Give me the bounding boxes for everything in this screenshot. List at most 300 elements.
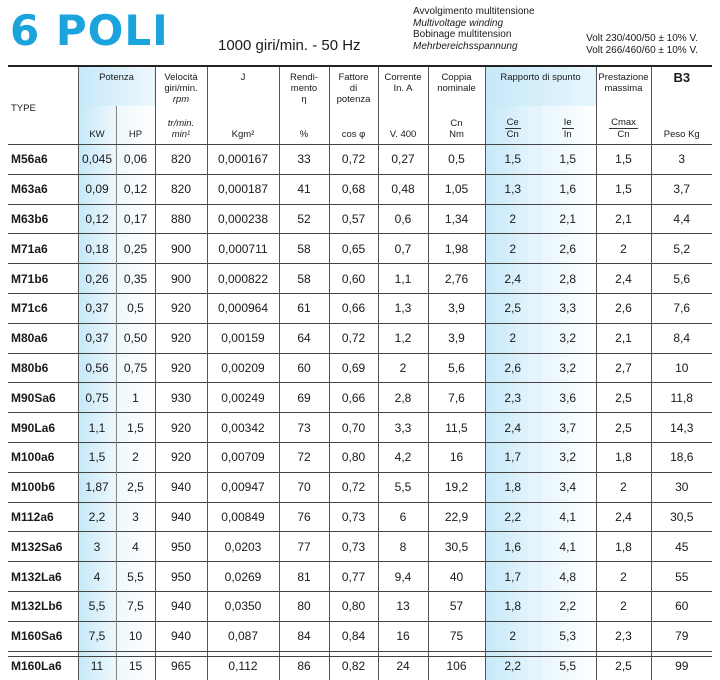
cell-j: 0,00342: [207, 413, 279, 443]
cell-velocita: 940: [155, 472, 207, 502]
cell-cmax-cn: 2,1: [596, 323, 651, 353]
cell-hp: 0,50: [116, 323, 155, 353]
cell-hp: 2,5: [116, 472, 155, 502]
cell-velocita: 920: [155, 413, 207, 443]
table-row: [8, 174, 712, 204]
cell-fattore: 0,66: [329, 383, 378, 413]
cell-type: M100a6: [8, 442, 78, 472]
cell-rendimento: 86: [279, 651, 329, 680]
table-row: [8, 145, 712, 175]
cell-kw: 0,37: [78, 323, 116, 353]
cell-velocita: 940: [155, 591, 207, 621]
cell-coppia: 16: [428, 442, 485, 472]
cell-corrente: 0,27: [378, 145, 428, 175]
cell-fattore: 0,72: [329, 323, 378, 353]
cell-cmax-cn: 2,5: [596, 651, 651, 680]
cell-kw: 2,2: [78, 502, 116, 532]
cell-ce-cn: 2,4: [485, 413, 540, 443]
fatt-3: potenza: [330, 94, 378, 105]
cell-type: M132La6: [8, 562, 78, 592]
cell-cmax-cn: 2,7: [596, 353, 651, 383]
velocita-5: min¹: [156, 129, 207, 140]
bottom-rule: [8, 656, 712, 657]
cell-corrente: 5,5: [378, 472, 428, 502]
cell-hp: 1: [116, 383, 155, 413]
col-cmax-cn: [596, 106, 651, 145]
table-row: [8, 591, 712, 621]
coppia-1: Coppia: [429, 72, 485, 83]
cell-fattore: 0,72: [329, 472, 378, 502]
cell-fattore: 0,69: [329, 353, 378, 383]
col-rend-unit: %: [279, 106, 329, 145]
cell-kw: 3: [78, 532, 116, 562]
cell-coppia: 7,6: [428, 383, 485, 413]
cell-fattore: 0,68: [329, 174, 378, 204]
cell-cmax-cn: 2: [596, 234, 651, 264]
in-label: In: [562, 129, 574, 140]
velocita-3: rpm: [156, 94, 207, 105]
cell-cmax-cn: 1,8: [596, 442, 651, 472]
cell-type: M56a6: [8, 145, 78, 175]
cell-ce-cn: 2,5: [485, 293, 540, 323]
col-potenza: Potenza: [78, 67, 155, 106]
cell-j: 0,00159: [207, 323, 279, 353]
table-row: [8, 621, 712, 651]
cell-rendimento: 41: [279, 174, 329, 204]
cell-rendimento: 58: [279, 234, 329, 264]
table-row: [8, 502, 712, 532]
cell-ie-in: 5,5: [540, 651, 596, 680]
col-peso: Peso Kg: [651, 106, 712, 145]
col-coppia-units: [428, 106, 485, 145]
col-velocita: [155, 67, 207, 106]
cell-j: 0,00709: [207, 442, 279, 472]
cell-coppia: 1,34: [428, 204, 485, 234]
cmax-cn-fraction: [609, 117, 638, 140]
cell-type: M71b6: [8, 264, 78, 294]
table-row: [8, 323, 712, 353]
cmax-label: Cmax: [609, 117, 638, 129]
table-row: [8, 293, 712, 323]
cell-velocita: 965: [155, 651, 207, 680]
cell-coppia: 1,98: [428, 234, 485, 264]
cell-coppia: 30,5: [428, 532, 485, 562]
coppia-unit: Nm: [429, 129, 485, 140]
cell-j: 0,087: [207, 621, 279, 651]
cell-velocita: 950: [155, 532, 207, 562]
cell-ie-in: 4,1: [540, 532, 596, 562]
cell-corrente: 2: [378, 353, 428, 383]
col-coppia: [428, 67, 485, 106]
cell-peso: 5,6: [651, 264, 712, 294]
cell-ie-in: 3,4: [540, 472, 596, 502]
cell-hp: 0,17: [116, 204, 155, 234]
cell-peso: 3: [651, 145, 712, 175]
cell-coppia: 22,9: [428, 502, 485, 532]
cell-coppia: 19,2: [428, 472, 485, 502]
rend-3: η: [280, 94, 329, 105]
corr-2: In. A: [379, 83, 428, 94]
cell-rendimento: 33: [279, 145, 329, 175]
fatt-1: Fattore: [330, 72, 378, 83]
col-prestazione: [596, 67, 651, 106]
col-corrente: [378, 67, 428, 106]
cell-kw: 0,75: [78, 383, 116, 413]
cell-cmax-cn: 2,5: [596, 413, 651, 443]
cell-cmax-cn: 2,4: [596, 502, 651, 532]
cell-peso: 14,3: [651, 413, 712, 443]
cell-ie-in: 3,6: [540, 383, 596, 413]
cell-peso: 5,2: [651, 234, 712, 264]
cell-type: M90La6: [8, 413, 78, 443]
cell-kw: 0,26: [78, 264, 116, 294]
table-row: [8, 353, 712, 383]
cell-fattore: 0,73: [329, 502, 378, 532]
cell-hp: 0,06: [116, 145, 155, 175]
cell-cmax-cn: 2,4: [596, 264, 651, 294]
cell-rendimento: 61: [279, 293, 329, 323]
table-row: [8, 204, 712, 234]
velocita-2: giri/min.: [156, 83, 207, 94]
cell-type: M63b6: [8, 204, 78, 234]
col-j: J: [207, 67, 279, 106]
volt-line-2: Volt 266/460/60 ± 10% V.: [586, 45, 698, 57]
cell-cmax-cn: 2: [596, 591, 651, 621]
cell-ce-cn: 1,7: [485, 562, 540, 592]
cell-hp: 4: [116, 532, 155, 562]
coppia-2: nominale: [429, 83, 485, 94]
winding-info: [413, 6, 535, 52]
col-type: TYPE: [8, 67, 78, 145]
velocita-1: Velocità: [156, 72, 207, 83]
cell-rendimento: 60: [279, 353, 329, 383]
cell-peso: 4,4: [651, 204, 712, 234]
ce-cn-fraction: [505, 117, 521, 140]
cell-ce-cn: 2,6: [485, 353, 540, 383]
cell-ie-in: 2,1: [540, 204, 596, 234]
winding-de: Mehrbereichsspannung: [413, 41, 535, 53]
motor-data-table: [8, 67, 712, 680]
cell-hp: 0,25: [116, 234, 155, 264]
col-ie-in: [540, 106, 596, 145]
cell-fattore: 0,77: [329, 562, 378, 592]
cell-ce-cn: 2: [485, 204, 540, 234]
cell-kw: 1,87: [78, 472, 116, 502]
cell-ce-cn: 2: [485, 323, 540, 353]
cell-ie-in: 3,2: [540, 353, 596, 383]
col-velocita-units: [155, 106, 207, 145]
cell-corrente: 0,7: [378, 234, 428, 264]
cell-peso: 8,4: [651, 323, 712, 353]
cell-coppia: 1,05: [428, 174, 485, 204]
cell-velocita: 940: [155, 502, 207, 532]
cell-kw: 1,1: [78, 413, 116, 443]
cell-coppia: 3,9: [428, 323, 485, 353]
cell-kw: 0,12: [78, 204, 116, 234]
cell-rendimento: 80: [279, 591, 329, 621]
cell-corrente: 0,6: [378, 204, 428, 234]
cell-hp: 5,5: [116, 562, 155, 592]
cell-coppia: 0,5: [428, 145, 485, 175]
cell-peso: 10: [651, 353, 712, 383]
cell-ie-in: 3,3: [540, 293, 596, 323]
prest-2: massima: [597, 83, 651, 94]
prest-1: Prestazione: [597, 72, 651, 83]
cell-fattore: 0,60: [329, 264, 378, 294]
cell-ce-cn: 2,2: [485, 502, 540, 532]
cell-peso: 30: [651, 472, 712, 502]
table-row: [8, 562, 712, 592]
cell-rendimento: 77: [279, 532, 329, 562]
page-title: 6 POLI: [10, 2, 169, 60]
cell-peso: 18,6: [651, 442, 712, 472]
cell-cmax-cn: 2: [596, 562, 651, 592]
cell-corrente: 1,1: [378, 264, 428, 294]
cell-kw: 7,5: [78, 621, 116, 651]
cell-hp: 3: [116, 502, 155, 532]
coppia-3: Cn: [429, 118, 485, 129]
cell-kw: 5,5: [78, 591, 116, 621]
cell-velocita: 880: [155, 204, 207, 234]
table-row: [8, 442, 712, 472]
cell-type: M80b6: [8, 353, 78, 383]
cell-cmax-cn: 2,1: [596, 204, 651, 234]
cell-j: 0,000711: [207, 234, 279, 264]
cell-corrente: 1,3: [378, 293, 428, 323]
cell-cmax-cn: 2,6: [596, 293, 651, 323]
winding-it: Avvolgimento multitensione: [413, 6, 535, 18]
cell-peso: 30,5: [651, 502, 712, 532]
corr-1: Corrente: [379, 72, 428, 83]
cell-type: M100b6: [8, 472, 78, 502]
cell-type: M71c6: [8, 293, 78, 323]
col-rendimento: [279, 67, 329, 106]
cell-rendimento: 69: [279, 383, 329, 413]
cell-peso: 3,7: [651, 174, 712, 204]
cell-type: M132Sa6: [8, 532, 78, 562]
cell-corrente: 13: [378, 591, 428, 621]
cell-velocita: 930: [155, 383, 207, 413]
cell-cmax-cn: 1,5: [596, 145, 651, 175]
table-row: [8, 383, 712, 413]
col-fatt-unit: cos φ: [329, 106, 378, 145]
cell-cmax-cn: 2,3: [596, 621, 651, 651]
cell-velocita: 920: [155, 293, 207, 323]
col-corr-unit: V. 400: [378, 106, 428, 145]
cell-rendimento: 76: [279, 502, 329, 532]
cell-coppia: 57: [428, 591, 485, 621]
cell-j: 0,0350: [207, 591, 279, 621]
cell-peso: 7,6: [651, 293, 712, 323]
cell-rendimento: 73: [279, 413, 329, 443]
cell-hp: 1,5: [116, 413, 155, 443]
cell-velocita: 820: [155, 174, 207, 204]
ce-label: Ce: [505, 117, 521, 129]
cell-ce-cn: 1,8: [485, 591, 540, 621]
cell-ie-in: 2,6: [540, 234, 596, 264]
cell-fattore: 0,72: [329, 145, 378, 175]
cell-velocita: 900: [155, 234, 207, 264]
cell-ie-in: 4,8: [540, 562, 596, 592]
ie-label: Ie: [562, 117, 574, 129]
cell-cmax-cn: 1,8: [596, 532, 651, 562]
cell-type: M132Lb6: [8, 591, 78, 621]
cell-type: M71a6: [8, 234, 78, 264]
cell-peso: 79: [651, 621, 712, 651]
cell-ie-in: 2,2: [540, 591, 596, 621]
cell-peso: 99: [651, 651, 712, 680]
ie-in-fraction: [562, 117, 574, 140]
cell-hp: 10: [116, 621, 155, 651]
cell-ce-cn: 2,4: [485, 264, 540, 294]
cell-cmax-cn: 2: [596, 472, 651, 502]
cell-j: 0,00947: [207, 472, 279, 502]
cell-ce-cn: 1,7: [485, 442, 540, 472]
col-rapporto: Rapporto di spunto: [485, 67, 596, 106]
cell-ce-cn: 2: [485, 234, 540, 264]
cell-kw: 0,56: [78, 353, 116, 383]
cell-j: 0,00209: [207, 353, 279, 383]
cell-type: M80a6: [8, 323, 78, 353]
cell-velocita: 920: [155, 323, 207, 353]
fatt-2: di: [330, 83, 378, 94]
cell-rendimento: 72: [279, 442, 329, 472]
cell-j: 0,000822: [207, 264, 279, 294]
rend-1: Rendi-: [280, 72, 329, 83]
table-row: [8, 264, 712, 294]
cell-ce-cn: 2,3: [485, 383, 540, 413]
cell-ce-cn: 1,6: [485, 532, 540, 562]
cell-velocita: 920: [155, 353, 207, 383]
cell-coppia: 5,6: [428, 353, 485, 383]
cell-type: M160Sa6: [8, 621, 78, 651]
cell-hp: 0,75: [116, 353, 155, 383]
cell-coppia: 106: [428, 651, 485, 680]
col-hp: HP: [116, 106, 155, 145]
winding-fr: Bobinage multitension: [413, 29, 535, 41]
cell-velocita: 940: [155, 621, 207, 651]
cell-j: 0,000187: [207, 174, 279, 204]
cell-ie-in: 4,1: [540, 502, 596, 532]
speed-label: 1000 giri/min. - 50 Hz: [218, 37, 361, 54]
col-ce-cn: [485, 106, 540, 145]
cell-ce-cn: 2: [485, 621, 540, 651]
cell-j: 0,00849: [207, 502, 279, 532]
cell-cmax-cn: 1,5: [596, 174, 651, 204]
rend-2: mento: [280, 83, 329, 94]
cell-rendimento: 52: [279, 204, 329, 234]
cell-hp: 0,12: [116, 174, 155, 204]
cell-hp: 7,5: [116, 591, 155, 621]
cell-rendimento: 81: [279, 562, 329, 592]
cell-kw: 0,09: [78, 174, 116, 204]
cell-coppia: 75: [428, 621, 485, 651]
cell-corrente: 0,48: [378, 174, 428, 204]
cell-corrente: 3,3: [378, 413, 428, 443]
cell-fattore: 0,70: [329, 413, 378, 443]
cell-j: 0,00249: [207, 383, 279, 413]
cell-fattore: 0,80: [329, 591, 378, 621]
cell-type: M90Sa6: [8, 383, 78, 413]
cell-corrente: 24: [378, 651, 428, 680]
cell-fattore: 0,82: [329, 651, 378, 680]
table-row: [8, 472, 712, 502]
cell-fattore: 0,73: [329, 532, 378, 562]
cell-type: M160La6: [8, 651, 78, 680]
cell-ce-cn: 2,2: [485, 651, 540, 680]
cell-corrente: 1,2: [378, 323, 428, 353]
cell-corrente: 16: [378, 621, 428, 651]
cell-type: M112a6: [8, 502, 78, 532]
cell-hp: 0,5: [116, 293, 155, 323]
cell-type: M63a6: [8, 174, 78, 204]
cell-hp: 2: [116, 442, 155, 472]
cell-peso: 45: [651, 532, 712, 562]
voltage-info: [586, 33, 698, 56]
col-kw: KW: [78, 106, 116, 145]
cell-rendimento: 64: [279, 323, 329, 353]
cell-rendimento: 58: [279, 264, 329, 294]
cell-ce-cn: 1,3: [485, 174, 540, 204]
cell-ie-in: 3,2: [540, 323, 596, 353]
cell-velocita: 900: [155, 264, 207, 294]
cell-corrente: 9,4: [378, 562, 428, 592]
cell-fattore: 0,84: [329, 621, 378, 651]
cell-rendimento: 70: [279, 472, 329, 502]
cell-peso: 11,8: [651, 383, 712, 413]
cell-coppia: 40: [428, 562, 485, 592]
cell-peso: 60: [651, 591, 712, 621]
cell-rendimento: 84: [279, 621, 329, 651]
cell-kw: 0,045: [78, 145, 116, 175]
cell-peso: 55: [651, 562, 712, 592]
cell-j: 0,112: [207, 651, 279, 680]
cell-hp: 0,35: [116, 264, 155, 294]
cell-j: 0,000167: [207, 145, 279, 175]
b3-label: B3: [673, 70, 690, 85]
cell-velocita: 820: [155, 145, 207, 175]
cell-ie-in: 1,5: [540, 145, 596, 175]
cell-ie-in: 3,2: [540, 442, 596, 472]
cell-kw: 0,37: [78, 293, 116, 323]
table-row: [8, 234, 712, 264]
cell-ie-in: 5,3: [540, 621, 596, 651]
cell-j: 0,000238: [207, 204, 279, 234]
velocita-4: tr/min.: [156, 118, 207, 129]
cell-fattore: 0,57: [329, 204, 378, 234]
col-b3: [651, 67, 712, 106]
cell-fattore: 0,65: [329, 234, 378, 264]
cell-ie-in: 2,8: [540, 264, 596, 294]
volt-line-1: Volt 230/400/50 ± 10% V.: [586, 33, 698, 45]
cell-fattore: 0,66: [329, 293, 378, 323]
table-body: [8, 145, 712, 680]
table-row: [8, 532, 712, 562]
cell-cmax-cn: 2,5: [596, 383, 651, 413]
cell-j: 0,0269: [207, 562, 279, 592]
cell-ie-in: 1,6: [540, 174, 596, 204]
cell-coppia: 2,76: [428, 264, 485, 294]
cell-hp: 15: [116, 651, 155, 680]
cn-label: Cn: [505, 129, 521, 140]
cell-ce-cn: 1,5: [485, 145, 540, 175]
cn2-label: Cn: [609, 129, 638, 140]
cell-kw: 1,5: [78, 442, 116, 472]
col-j-unit: Kgm²: [207, 106, 279, 145]
cell-corrente: 8: [378, 532, 428, 562]
cell-ie-in: 3,7: [540, 413, 596, 443]
cell-j: 0,0203: [207, 532, 279, 562]
